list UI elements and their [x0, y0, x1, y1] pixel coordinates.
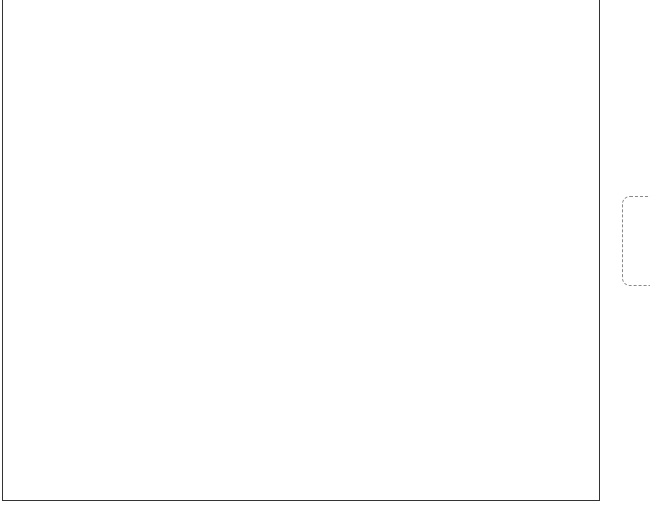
- cut-mark-bracket: [622, 196, 650, 286]
- page-border: [2, 0, 600, 501]
